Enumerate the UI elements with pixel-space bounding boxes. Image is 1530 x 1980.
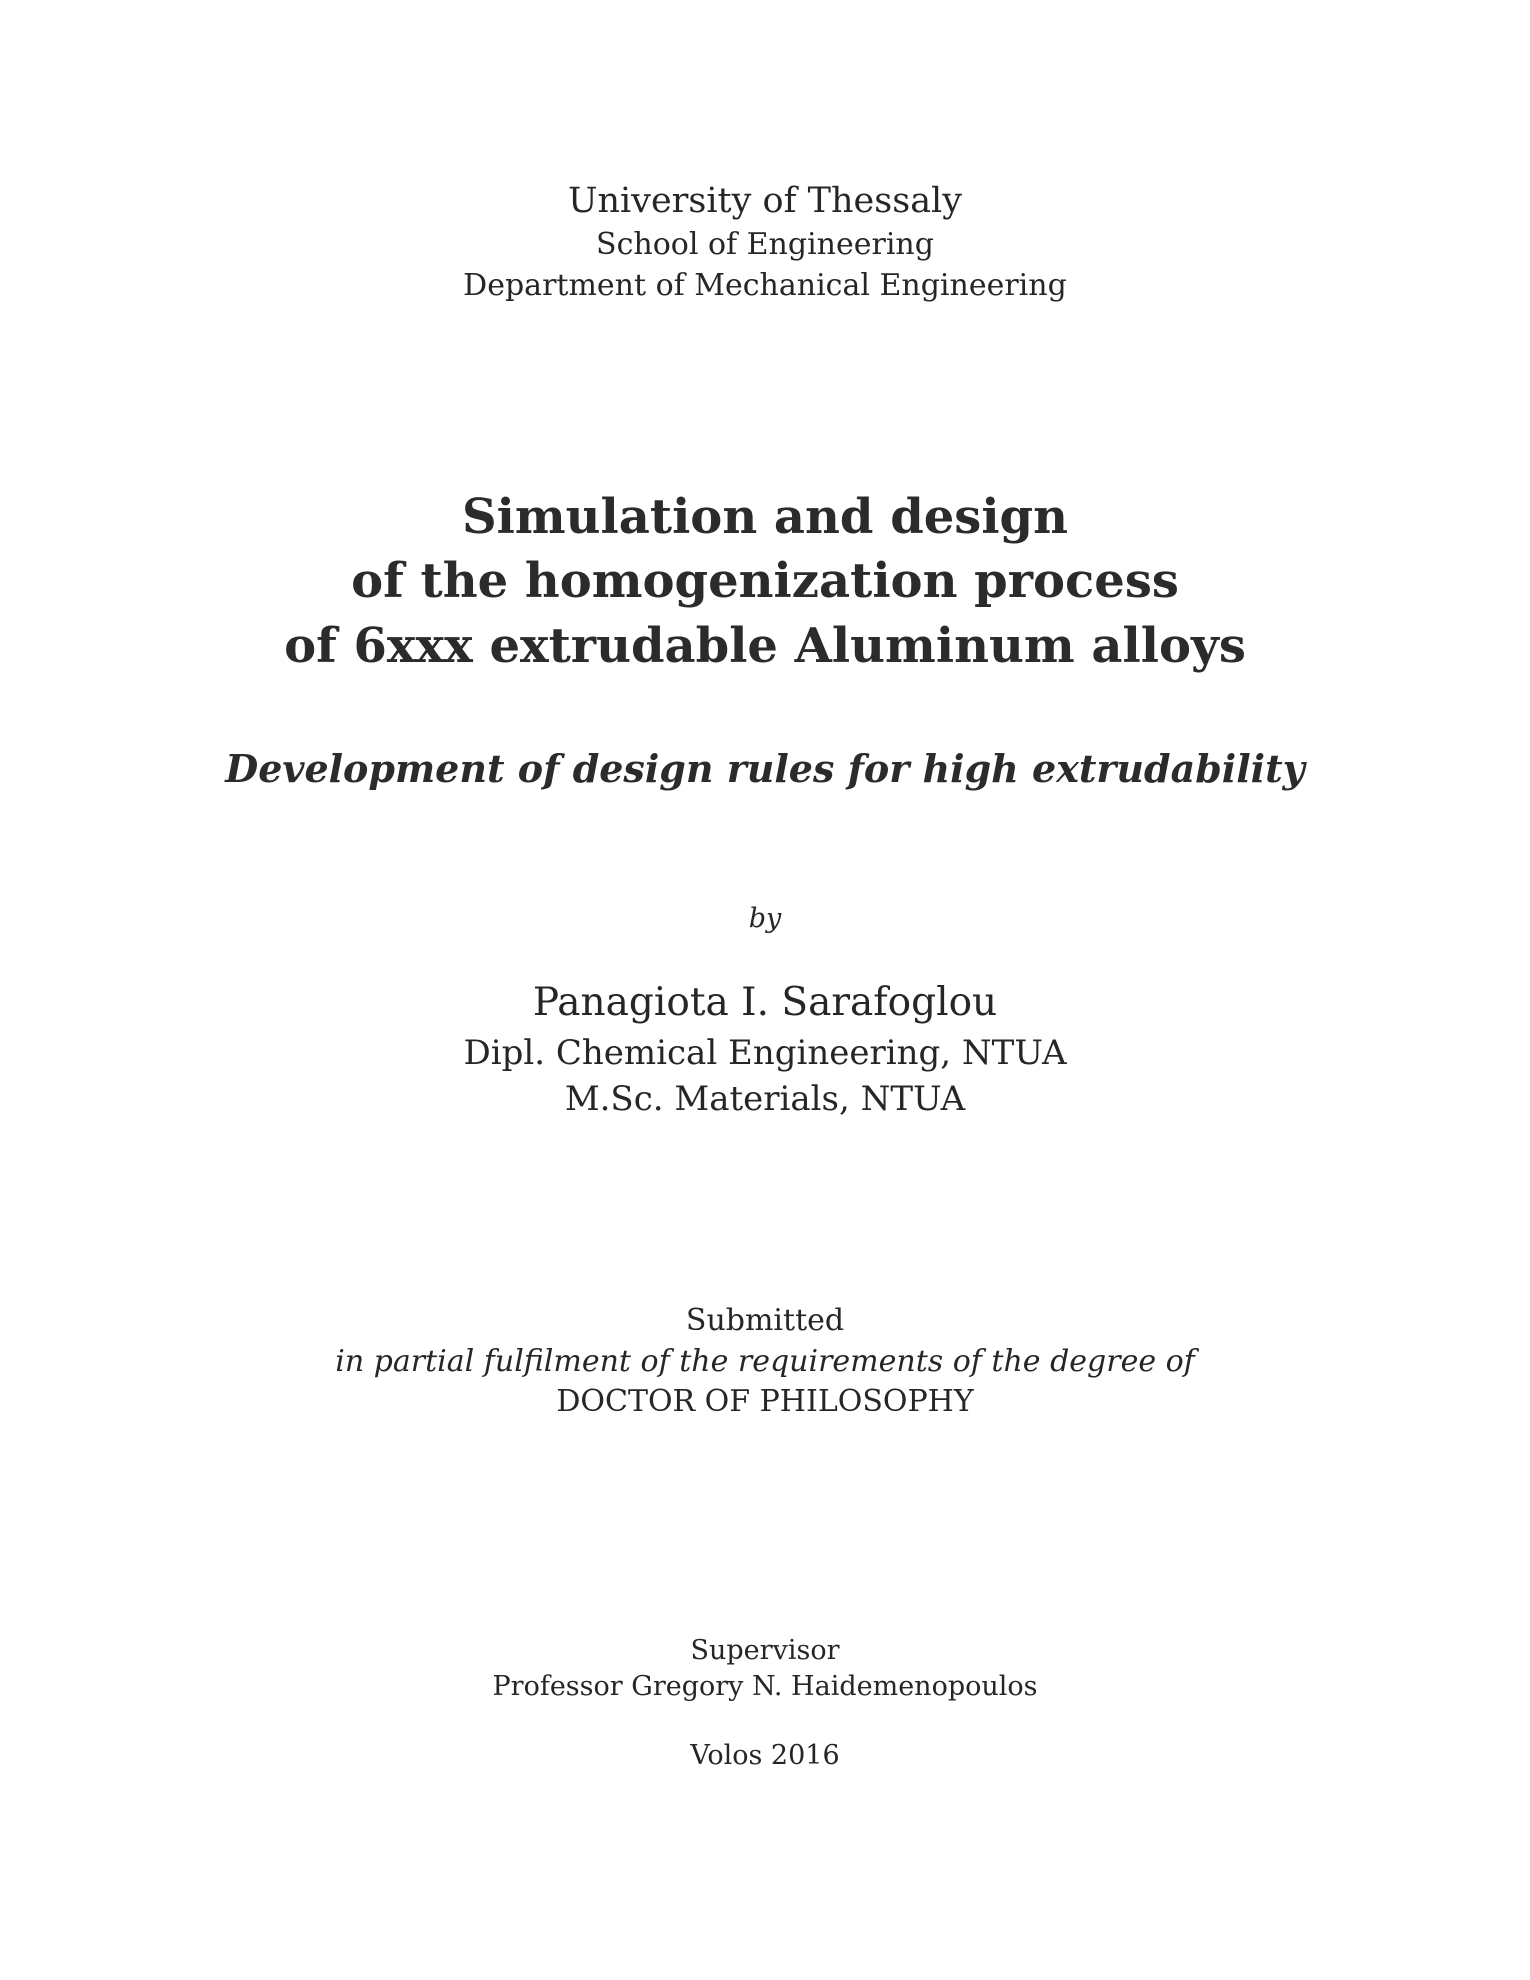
thesis-subtitle: Development of design rules for high extrudability	[225, 746, 1305, 791]
title-line-1: Simulation and design	[461, 489, 1069, 545]
fulfilment-statement: in partial fulfilment of the requirements of the degree of	[335, 1344, 1195, 1379]
school-name: School of Engineering	[596, 227, 934, 262]
supervisor-label: Supervisor	[690, 1635, 840, 1666]
author-name: Panagiota I. Sarafoglou	[532, 980, 998, 1025]
degree-name: DOCTOR OF PHILOSOPHY	[556, 1384, 974, 1419]
title-line-2: of the homogenization process	[351, 553, 1179, 609]
department-name: Department of Mechanical Engineering	[463, 268, 1067, 303]
university-name: University of Thessaly	[567, 181, 963, 221]
author-degree-2: M.Sc. Materials, NTUA	[564, 1079, 966, 1119]
title-line-3: of 6xxx extrudable Aluminum alloys	[284, 618, 1246, 674]
author-degree-1: Dipl. Chemical Engineering, NTUA	[463, 1033, 1067, 1073]
place-and-year: Volos 2016	[690, 1740, 840, 1771]
by-label: by	[748, 903, 782, 934]
supervisor-name: Professor Gregory N. Haidemenopoulos	[492, 1671, 1038, 1702]
submitted-label: Submitted	[685, 1303, 845, 1338]
